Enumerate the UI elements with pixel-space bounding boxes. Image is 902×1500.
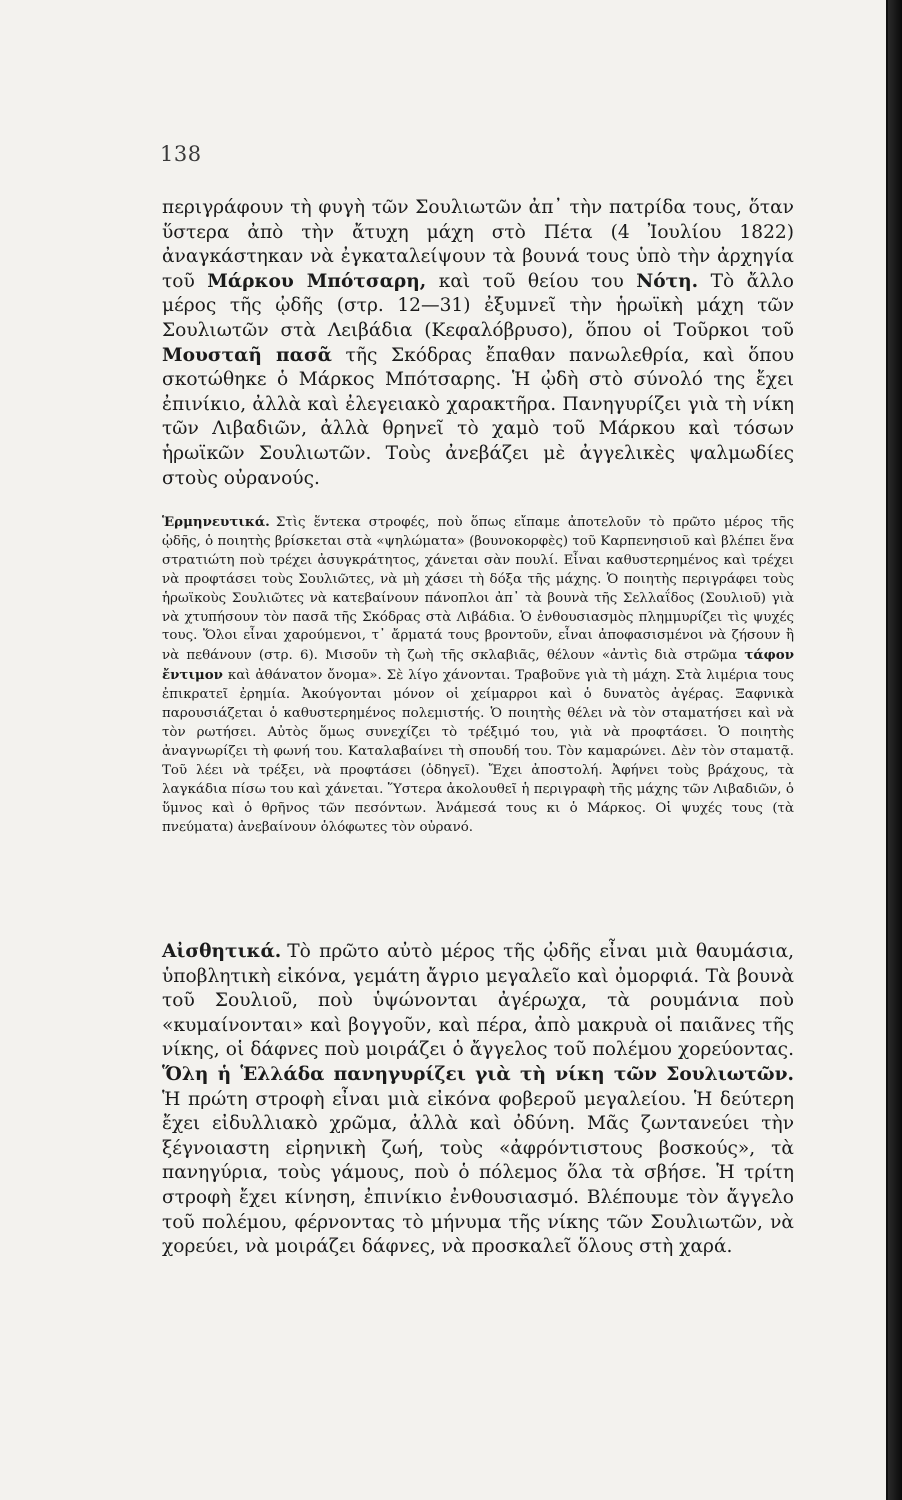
bold-sentence: Ὅλη ἡ Ἑλλάδα πανηγυρίζει γιὰ τὴ νίκη τῶν Σουλιωτῶν. <box>162 1063 794 1085</box>
text-run: Στὶς ἕντεκα στροφές, ποὺ ὅπως εἴπαμε ἀποτελοῦν τὸ πρῶτο μέρος τῆς ᾠδῆς, ὁ ποιητὴς βρίσκεται στὰ «ψηλώματα» (βουνοκορφὲς) τοῦ Καρπενησιοῦ καὶ βλέπει ἕνα στρατιώτη ποὺ τρέχει ἀσυγκράτητος, χάνεται σὰν πουλί. Εἶναι καθυστερημένος καὶ τρέχει νὰ προφτάσει τοὺς Σουλιῶτες, νὰ μὴ χάσει τὴ δόξα τῆς μάχης. Ὁ ποιητὴς περιγράφει τοὺς ἡρωϊκοὺς Σουλιῶτες νὰ κατεβαίνουν πάνοπλοι ἀπ᾽ τὰ βουνὰ τῆς Σελλαΐδος (Σουλιοῦ) γιὰ νὰ χτυπήσουν τὸν πασᾶ τῆς Σκόδρας στὰ Λιβάδια. Ὁ ἐνθουσιασμὸς πλημμυρίζει τὶς ψυχές τους. Ὅλοι εἶναι χαρούμενοι, τ᾽ ἄρματά τους βροντοῦν, εἶναι ἀποφασισμένοι νὰ ζήσουν ἢ νὰ πεθάνουν (στρ. 6). Μισοῦν τὴ ζωὴ τῆς σκλαβιᾶς, θέλουν «ἀντὶς διὰ στρῶμα <box>162 515 794 664</box>
text-run: Ἡ πρώτη στροφὴ εἶναι μιὰ εἰκόνα φοβεροῦ μεγαλείου. Ἡ δεύτερη ἔχει εἰδυλλιακὸ χρῶμα, ἀλλὰ καὶ ὀδύνη. Μᾶς ζωντανεύει τὴν ξέγνοιαστη εἰρηνικὴ ζωή, τοὺς «ἀφρόντιστους βοσκούς», τὰ πανηγύρια, τοὺς γάμους, ποὺ ὁ πόλεμος ὅλα τὰ σβήσε. Ἡ τρίτη στροφὴ ἔχει κίνηση, ἐπινίκιο ἐνθουσιασμό. Βλέπουμε τὸν ἄγγελο τοῦ πολέμου, φέρνοντας τὸ μήνυμα τῆς νίκης τῶν Σουλιωτῶν, νὰ χορεύει, νὰ μοιράζει δάφνες, νὰ προσκαλεῖ ὅλους στὴ χαρά. <box>162 1088 794 1258</box>
aesthetic-label: Αἰσθητικά. <box>162 941 282 962</box>
text-run: καὶ ἀθάνατον ὄνομα». Σὲ λίγο χάνονται. Τραβοῦνε γιὰ τὴ μάχη. Στὰ λιμέρια τους ἐπικρατεῖ ἐρημία. Ἀκούγονται μόνον οἱ χείμαρροι καὶ ὁ δυνατὸς ἀγέρας. Ξαφνικὰ παρουσιάζεται ὁ καθυστερημένος πολεμιστής. Ὁ ποιητὴς θέλει νὰ τὸν σταματήσει καὶ νὰ τὸν ρωτήσει. Αὐτὸς ὅμως συνεχίζει τὸ τρέξιμό του, γιὰ νὰ προφτάσει. Ὁ ποιητὴς ἀναγνωρίζει τὴ φωνή του. Καταλαβαίνει τὴ σπουδή του. Τὸν καμαρώνει. Δὲν τὸν σταματᾷ. Τοῦ λέει νὰ τρέξει, νὰ προφτάσει (ὁδηγεῖ). Ἔχει ἀποστολή. Ἀφήνει τοὺς βράχους, τὰ λαγκάδια πίσω του καὶ χάνεται. Ὕστερα ἀκολουθεῖ ἡ περιγραφὴ τῆς μάχης τῶν Λιβαδιῶν, ὁ ὕμνος καὶ ὁ θρῆνος τῶν πεσόντων. Ἀνάμεσά τους κι ὁ Μάρκος. Οἱ ψυχές τους (τὰ πνεύματα) ἀνεβαίνουν ὁλόφωτες τὸν οὐρανό. <box>162 668 794 835</box>
paragraph-text <box>162 940 794 1260</box>
page-number: 138 <box>160 142 202 166</box>
bold-name: Μάρκου Μπότσαρη, <box>207 270 427 292</box>
text-run: περιγράφουν τὴ φυγὴ τῶν Σουλιωτῶν ἀπ᾽ τὴν πατρίδα τους, ὅταν ὕστερα ἀπὸ τὴν ἄτυχη μάχη στὸ Πέτα (4 Ἰουλίου 1822) ἀναγκάστηκαν νὰ ἐγκαταλείψουν τὰ βουνά τους ὑπὸ τὴν ἀρχηγία τοῦ <box>162 197 794 292</box>
text-run: Τὸ ἄλλο μέρος τῆς ᾠδῆς (στρ. 12—31) ἐξυμνεῖ τὴν ἡρωϊκὴ μάχη τῶν Σουλιωτῶν στὰ Λειβάδια (Κεφαλόβρυσο), ὅπου οἱ Τοῦρκοι τοῦ <box>162 270 794 341</box>
text-run: τῆς Σκόδρας ἔπαθαν πανωλεθρία, καὶ ὅπου σκοτώθηκε ὁ Μάρκος Μπότσαρης. Ἡ ᾠδὴ στὸ σύνολό της ἔχει ἐπινίκιο, ἀλλὰ καὶ ἐλεγειακὸ χαρακτῆρα. Πανηγυρίζει γιὰ τὴ νίκη τῶν Λιβαδιῶν, ἀλλὰ θρηνεῖ τὸ χαμὸ τοῦ Μάρκου καὶ τόσων ἡρωϊκῶν Σουλιωτῶν. Τοὺς ἀνεβάζει μὲ ἀγγελικὲς ψαλμωδίες στοὺς οὐρανούς. <box>162 344 795 489</box>
text-run: Τὸ πρῶτο αὐτὸ μέρος τῆς ᾠδῆς εἶναι μιὰ θαυμάσια, ὑποβλητικὴ εἰκόνα, γεμάτη ἄγριο μεγαλεῖο καὶ ὀμορφιά. Τὰ βουνὰ τοῦ Σουλιοῦ, ποὺ ὑψώνονται ἀγέρωχα, τὰ ρουμάνια ποὺ «κυμαίνονται» καὶ βογγοῦν, καὶ πέρα, ἀπὸ μακρυὰ οἱ παιᾶνες τῆς νίκης, οἱ δάφνες ποὺ μοιράζει ὁ ἄγγελος τοῦ πολέμου χορεύοντας. <box>162 941 794 1061</box>
aesthetic-analysis <box>162 940 794 1260</box>
paragraph-text <box>162 196 794 491</box>
paragraph-introduction <box>162 196 794 491</box>
bold-phrase: τάφον ἔντιμον <box>162 647 794 684</box>
notes-text <box>162 513 794 837</box>
scan-border <box>888 0 902 1500</box>
bold-name: Μουσταῆ πασᾶ <box>162 344 332 366</box>
interpretive-notes <box>162 513 794 837</box>
notes-label: Ἑρμηνευτικά. <box>162 514 270 530</box>
text-run: καὶ τοῦ θείου του <box>426 270 637 292</box>
bold-name: Νότη. <box>636 270 699 292</box>
